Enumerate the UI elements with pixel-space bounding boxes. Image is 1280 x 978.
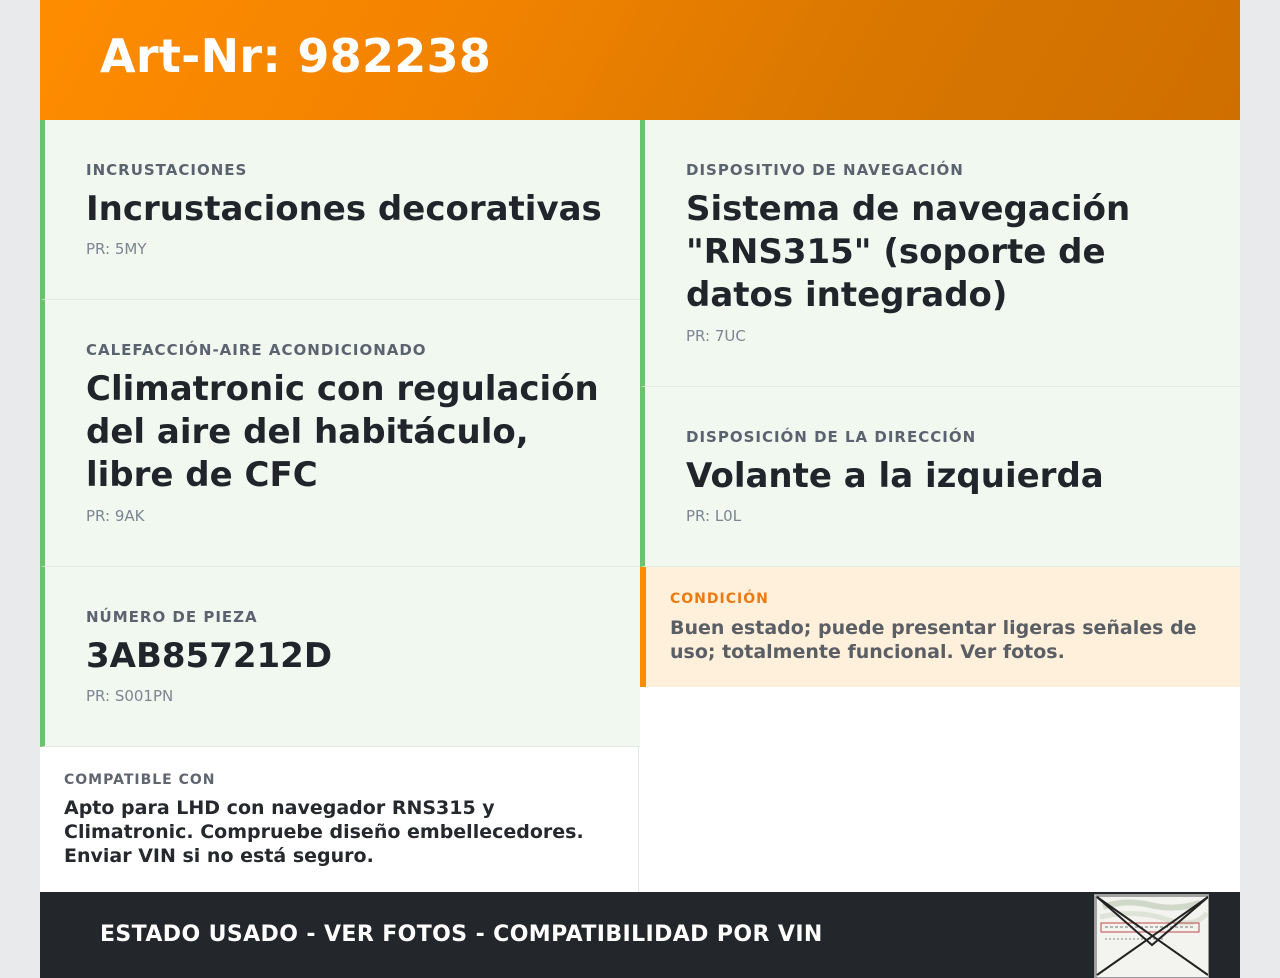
pr-code: PR: 9AK bbox=[86, 507, 145, 525]
condition-text: Buen estado; puede presentar ligeras señales de uso; totalmente funcional. Ver fotos. bbox=[670, 617, 1197, 663]
condition-box bbox=[640, 567, 1240, 687]
spec-card-calefaccion bbox=[40, 300, 640, 567]
spec-value: Volante a la izquierda bbox=[686, 456, 1104, 496]
pr-code: PR: S001PN bbox=[86, 687, 174, 705]
compatibility-box bbox=[40, 747, 639, 892]
footer-notice: ESTADO USADO - VER FOTOS - COMPATIBILIDAD POR VIN bbox=[100, 922, 823, 947]
spec-card-numero-pieza bbox=[40, 567, 640, 747]
spec-label: NÚMERO DE PIEZA bbox=[86, 608, 258, 626]
pr-code: PR: L0L bbox=[686, 507, 742, 525]
product-sheet bbox=[40, 0, 1240, 978]
vehicle-registration-document-icon bbox=[1095, 895, 1209, 978]
spec-value: Climatronic con regulación del aire del habitáculo, libre de CFC bbox=[86, 369, 599, 495]
spec-label: CALEFACCIÓN-AIRE ACONDICIONADO bbox=[86, 341, 427, 359]
compatibility-text: Apto para LHD con navegador RNS315 y Climatronic. Compruebe diseño embellecedores. Enviar VIN si no está seguro. bbox=[64, 797, 584, 867]
header-bar bbox=[40, 0, 1240, 120]
spec-card-direccion bbox=[640, 387, 1240, 567]
spec-card-incrustaciones bbox=[40, 120, 640, 300]
vehicle-document-thumbnail[interactable] bbox=[1094, 894, 1209, 978]
condition-label: CONDICIÓN bbox=[670, 591, 769, 607]
spec-value: 3AB857212D bbox=[86, 636, 333, 676]
spec-card-navegacion bbox=[640, 120, 1240, 387]
compatibility-label: COMPATIBLE CON bbox=[64, 772, 216, 788]
pr-code: PR: 5MY bbox=[86, 240, 147, 258]
spec-value: Sistema de navegación "RNS315" (soporte de datos integrado) bbox=[686, 189, 1131, 315]
footer-bar bbox=[40, 892, 1240, 978]
article-number-title: Art-Nr: 982238 bbox=[100, 29, 492, 83]
spec-value: Incrustaciones decorativas bbox=[86, 189, 602, 229]
spec-label: INCRUSTACIONES bbox=[86, 161, 248, 179]
spec-label: DISPOSICIÓN DE LA DIRECCIÓN bbox=[686, 428, 977, 446]
spec-label: DISPOSITIVO DE NAVEGACIÓN bbox=[686, 161, 964, 179]
pr-code: PR: 7UC bbox=[686, 327, 746, 345]
